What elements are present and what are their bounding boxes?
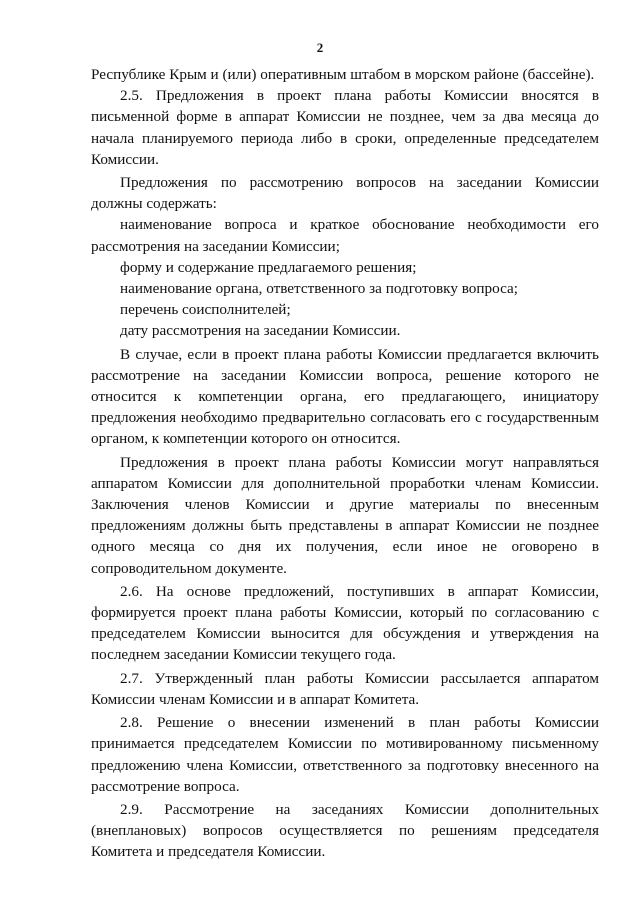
- list-item-review-date: дату рассмотрения на заседании Комиссии.: [120, 322, 401, 340]
- list-item-responsible-body: наименование органа, ответственного за подготовку вопроса;: [120, 280, 518, 298]
- list-item-question-name: наименование вопроса и краткое обоснование необходимости его рассмотрения на заседании Комиссии;: [91, 216, 599, 255]
- paragraph-2-7: 2.7. Утвержденный план работы Комиссии рассылается аппаратом Комиссии членам Комиссии и в аппарат Комитета.: [91, 669, 599, 708]
- paragraph-proposal-contents-intro: Предложения по рассмотрению вопросов на заседании Комиссии должны содержать:: [91, 174, 599, 213]
- list-item-co-executors: перечень соисполнителей;: [120, 301, 291, 319]
- paragraph-2-8: 2.8. Решение о внесении изменений в план работы Комиссии принимается председателем Комиссии по мотивированному письменному предложению члена Комиссии, ответственного за подготовку внесенного на рассмотрение вопроса.: [91, 714, 599, 795]
- list-item-decision-form: форму и содержание предлагаемого решения;: [120, 258, 417, 276]
- page-number: 2: [316, 40, 324, 55]
- paragraph-competence-coordination: В случае, если в проект плана работы Комиссии предлагается включить рассмотрение на заседании Комиссии вопроса, решение которого не относится к компетенции органа, его предлагающего, инициатору предложения необходимо предварительно согласовать его с государственным органом, к компетенции которого он относится.: [91, 345, 599, 448]
- paragraph-2-9: 2.9. Рассмотрение на заседаниях Комиссии дополнительных (внеплановых) вопросов осуществляется по решениям председателя Комитета и председателя Комиссии.: [91, 800, 599, 861]
- paragraph-2-6: 2.6. На основе предложений, поступивших в аппарат Комиссии, формируется проект плана работы Комиссии, который по согласованию с председателем Комиссии выносится для обсуждения и утверждения на последнем заседании Комиссии текущего года.: [91, 582, 599, 664]
- paragraph-proposals-review: Предложения в проект плана работы Комиссии могут направляться аппаратом Комиссии для дополнительной проработки членам Комиссии. Заключения членов Комиссии и другие материалы по внесенным предложениям должны быть представлены в аппарат Комиссии не позднее одного месяца со дня их получения, если иное не оговорено в сопроводительном документе.: [91, 453, 599, 577]
- paragraph-continuation: Республике Крым и (или) оперативным штабом в морском районе (бассейне).: [91, 66, 595, 83]
- document-body: [91, 64, 599, 863]
- paragraph-2-5: 2.5. Предложения в проект плана работы Комиссии вносятся в письменной форме в аппарат Комиссии не позднее, чем за два месяца до начала планируемого периода либо в сроки, определенные председателем Комиссии.: [91, 87, 599, 168]
